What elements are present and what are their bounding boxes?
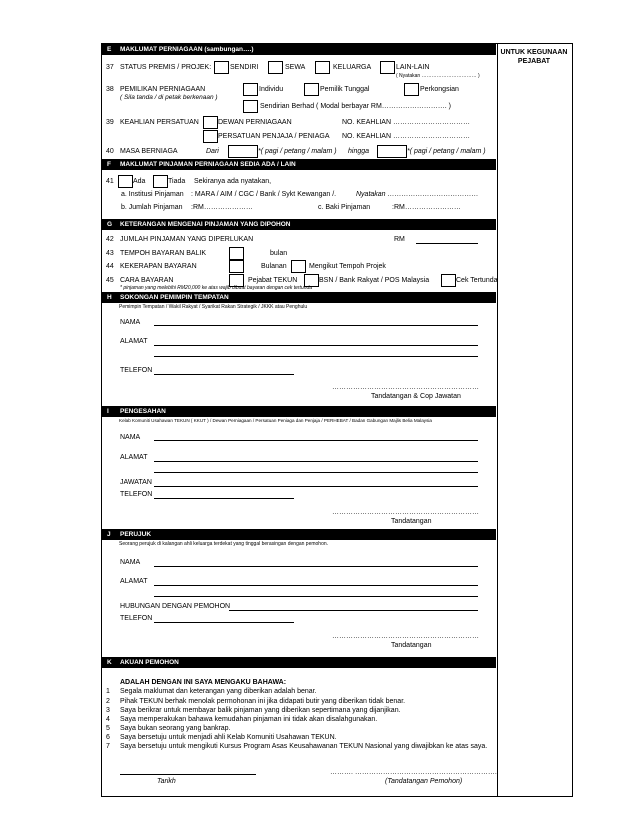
h-telefon-label: TELEFON (120, 367, 153, 374)
q40-from-time-field[interactable] (228, 145, 258, 158)
q37-sewa-label: SEWA (285, 64, 306, 71)
i-signature-dots: ……………………………………………………… (332, 509, 479, 516)
q39-no-keahlian-1: NO. KEAHLIAN …………………………… (342, 119, 470, 126)
q37-keluarga-label: KELUARGA (333, 64, 372, 71)
k-item-text: Saya berikrar untuk membayar balik pinjaman yang diberikan sepertimana yang dijanjikan. (120, 707, 401, 714)
q41-ada-checkbox[interactable] (118, 175, 133, 188)
q41-tiada-label: Tiada (168, 178, 186, 185)
section-k-header (102, 657, 496, 668)
k-item-text: Saya bersetuju untuk menjadi ahli Kelab Komuniti Usahawan TEKUN. (120, 734, 337, 741)
q45-cek-checkbox[interactable] (441, 274, 456, 287)
j-hubungan-line[interactable] (229, 610, 478, 611)
q41-jumlah-label: b. Jumlah Pinjaman (121, 204, 183, 211)
section-title: PENGESAHAN (120, 408, 166, 415)
section-f-header (102, 159, 496, 170)
k-item-number: 3 (106, 707, 110, 714)
q41-nyatakan: Sekiranya ada nyatakan, (194, 178, 272, 185)
q40-hingga: hingga (348, 148, 370, 155)
section-code: J (107, 531, 111, 538)
section-j-header (102, 529, 496, 540)
q37-sendiri-checkbox[interactable] (214, 61, 229, 74)
q38-sdnbhd-label: Sendirian Berhad ( Modal berbayar RM………………………. ) (260, 103, 452, 110)
q44-number: 44 (106, 263, 114, 270)
q41-institusi-value: : MARA / AIM / CGC / Bank / Sykt Kewangan /. (191, 191, 337, 198)
i-alamat-line-2[interactable] (154, 472, 478, 473)
i-jawatan-line[interactable] (154, 486, 478, 487)
j-hubungan-label: HUBUNGAN DENGAN PEMOHON (120, 603, 231, 610)
q38-perkongsian-label: Perkongsian (420, 86, 459, 93)
h-nama-line[interactable] (154, 325, 478, 326)
q39-persatuan-checkbox[interactable] (203, 130, 218, 143)
office-use-title: UNTUK KEGUNAAN PEJABAT (500, 49, 568, 65)
k-item-number: 6 (106, 734, 110, 741)
q43-label: TEMPOH BAYARAN BALIK (120, 250, 207, 257)
h-nama-label: NAMA (120, 319, 141, 326)
section-title: MAKLUMAT PINJAMAN PERNIAGAAN SEDIA ADA / LAIN (120, 161, 296, 168)
i-alamat-line-1[interactable] (154, 461, 478, 462)
q42-label: JUMLAH PINJAMAN YANG DIPERLUKAN (120, 236, 254, 243)
q43-unit: bulan (270, 250, 288, 257)
h-signature-dots: ……………………………………………………… (332, 384, 479, 391)
q37-lainlain-label: LAIN-LAIN (396, 64, 430, 71)
q39-persatuan-label: PERSATUAN PENJAJA / PENIAGA (218, 133, 330, 140)
section-e-header (102, 44, 496, 55)
q40-dari: Dari (206, 148, 219, 155)
q38-pemilik-label: Pemilik Tunggal (320, 86, 370, 93)
q43-number: 43 (106, 250, 114, 257)
q38-label: PEMILIKAN PERNIAGAAN (120, 86, 206, 93)
q38-individu-checkbox[interactable] (243, 83, 258, 96)
q41-institusi-label: a. Institusi Pinjaman (121, 191, 184, 198)
h-alamat-line-2[interactable] (154, 356, 478, 357)
q37-lainlain-checkbox[interactable] (380, 61, 395, 74)
j-alamat-label: ALAMAT (120, 578, 148, 585)
section-code: E (107, 46, 112, 53)
q40-from-period: *( pagi / petang / malam ) (258, 148, 337, 155)
q37-sendiri-label: SENDIRI (230, 64, 259, 71)
q42-number: 42 (106, 236, 114, 243)
q41-tiada-checkbox[interactable] (153, 175, 168, 188)
h-alamat-label: ALAMAT (120, 338, 148, 345)
q39-dewan-label: DEWAN PERNIAGAAN (218, 119, 292, 126)
section-title: MAKLUMAT PERNIAGAAN (sambungan….) (120, 46, 254, 53)
j-subtitle: Seorang perujuk di kalangan ahli keluarga terdekat yang tinggal berasingan dengan pemohon. (119, 541, 329, 547)
q38-number: 38 (106, 86, 114, 93)
i-telefon-line[interactable] (154, 498, 294, 499)
k-item-number: 1 (106, 688, 110, 695)
h-alamat-line-1[interactable] (154, 345, 478, 346)
section-title: KETERANGAN MENGENAI PINJAMAN YANG DIPOHON (120, 221, 291, 228)
section-code: K (107, 659, 112, 666)
q44-projek-checkbox[interactable] (291, 260, 306, 273)
q43-tempoh-field[interactable] (229, 247, 244, 260)
q40-to-time-field[interactable] (377, 145, 407, 158)
h-signature-label: Tandatangan & Cop Jawatan (371, 393, 461, 400)
section-code: G (107, 221, 113, 228)
q41-number: 41 (106, 178, 114, 185)
k-item-number: 2 (106, 698, 110, 705)
k-tarikh-label: Tarikh (157, 778, 176, 785)
q37-number: 37 (106, 64, 114, 71)
q45-label: CARA BAYARAN (120, 277, 174, 284)
q40-label: MASA BERNIAGA (120, 148, 178, 155)
k-item-number: 7 (106, 743, 110, 750)
section-title: SOKONGAN PEMIMPIN TEMPATAN (120, 294, 229, 301)
i-signature-label: Tandatangan (391, 518, 432, 525)
i-nama-line[interactable] (154, 440, 478, 441)
q44-bulanan-checkbox[interactable] (229, 260, 244, 273)
k-item-text: Saya bukan seorang yang bankrap. (120, 725, 231, 732)
section-code: F (107, 161, 111, 168)
i-nama-label: NAMA (120, 434, 141, 441)
j-telefon-line[interactable] (154, 622, 294, 623)
q44-bulanan-label: Bulanan (261, 263, 287, 270)
q41-institusi-nyatakan: Nyatakan ………………………………… (356, 191, 479, 198)
k-tarikh-line[interactable] (120, 774, 256, 775)
q42-rm: RM (394, 236, 405, 243)
q38-note: ( Sila tanda / di petak berkenaan ) (120, 94, 218, 101)
q41-baki-label: c. Baki Pinjaman (318, 204, 371, 211)
i-jawatan-label: JAWATAN (120, 479, 152, 486)
section-h-header (102, 292, 496, 303)
j-nama-label: NAMA (120, 559, 141, 566)
section-g-header (102, 219, 496, 230)
h-subtitle: Pemimpin Tempatan / Wakil Rakyat / Syarikat Rakan Strategik / JKKK atau Penghulu (119, 304, 308, 310)
q45-number: 45 (106, 277, 114, 284)
q37-note: ( Nyatakan …………………………… ) (396, 73, 480, 79)
j-telefon-label: TELEFON (120, 615, 153, 622)
j-nama-line[interactable] (154, 566, 478, 567)
section-code: H (107, 294, 112, 301)
q40-number: 40 (106, 148, 114, 155)
k-item-text: Saya memperakukan bahawa kemudahan pinjaman ini tidak akan disalahgunakan. (120, 716, 378, 723)
q45-pejabat-label: Pejabat TEKUN (248, 277, 298, 284)
k-item-number: 4 (106, 716, 110, 723)
q42-amount-line[interactable] (416, 243, 478, 244)
q45-note: * pinjaman yang melebihi RM20,000 ke atas wajib dibuat bayaran dengan cek tertunda (120, 285, 313, 291)
office-use-column (496, 43, 573, 797)
q39-dewan-checkbox[interactable] (203, 116, 218, 129)
q37-sewa-checkbox[interactable] (268, 61, 283, 74)
q44-projek-label: Mengikut Tempoh Projek (309, 263, 386, 270)
j-signature-dots: ……………………………………………………… (332, 633, 479, 640)
q41-baki-value: :RM…………………… (392, 204, 461, 211)
q44-label: KEKERAPAN BAYARAN (120, 263, 197, 270)
q45-cek-label: Cek Tertunda (456, 277, 498, 284)
i-alamat-label: ALAMAT (120, 454, 148, 461)
q39-number: 39 (106, 119, 114, 126)
q38-pemilik-checkbox[interactable] (304, 83, 319, 96)
k-signature-label: (Tandatangan Pemohon) (385, 778, 463, 785)
q38-sdnbhd-checkbox[interactable] (243, 100, 258, 113)
q45-bsn-label: BSN / Bank Rakyat / POS Malaysia (319, 277, 430, 284)
section-code: I (107, 408, 109, 415)
k-item-text: Pihak TEKUN berhak menolak permohonan ini jika didapati butir yang diberikan tidak benar. (120, 698, 406, 705)
q37-label: STATUS PREMIS / PROJEK: (120, 64, 212, 71)
k-heading: ADALAH DENGAN INI SAYA MENGAKU BAHAWA: (120, 679, 287, 686)
section-title: AKUAN PEMOHON (120, 659, 179, 666)
j-signature-label: Tandatangan (391, 642, 432, 649)
k-item-number: 5 (106, 725, 110, 732)
q39-label: KEAHLIAN PERSATUAN (120, 119, 199, 126)
q39-no-keahlian-2: NO. KEAHLIAN …………………………… (342, 133, 470, 140)
h-telefon-line[interactable] (154, 374, 294, 375)
j-alamat-line-1[interactable] (154, 585, 478, 586)
q38-individu-label: Individu (259, 86, 284, 93)
q40-to-period: *( pagi / petang / malam ) (407, 148, 486, 155)
q41-ada-label: Ada (133, 178, 146, 185)
k-item-text: Saya bersetuju untuk mengikuti Kursus Program Asas Keusahawanan TEKUN Nasional yang diwajibkan ke atas saya. (120, 743, 488, 750)
k-signature-dots: ………. ……………………………………………………. (330, 769, 497, 776)
q37-keluarga-checkbox[interactable] (315, 61, 330, 74)
i-subtitle: Kelab Komuniti Usahawan TEKUN ( KKUT ) / Dewan Perniagaan / Persatuan Peniaga dan Penjaja / PERHEBAT / Badan Gabungan Majlis Belia Malaysia (119, 418, 432, 423)
q41-jumlah-value: :RM………………… (191, 204, 253, 211)
section-title: PERUJUK (120, 531, 152, 538)
j-alamat-line-2[interactable] (154, 596, 478, 597)
section-i-header (102, 406, 496, 417)
q38-perkongsian-checkbox[interactable] (404, 83, 419, 96)
k-item-text: Segala maklumat dan keterangan yang diberikan adalah benar. (120, 688, 317, 695)
i-telefon-label: TELEFON (120, 491, 153, 498)
